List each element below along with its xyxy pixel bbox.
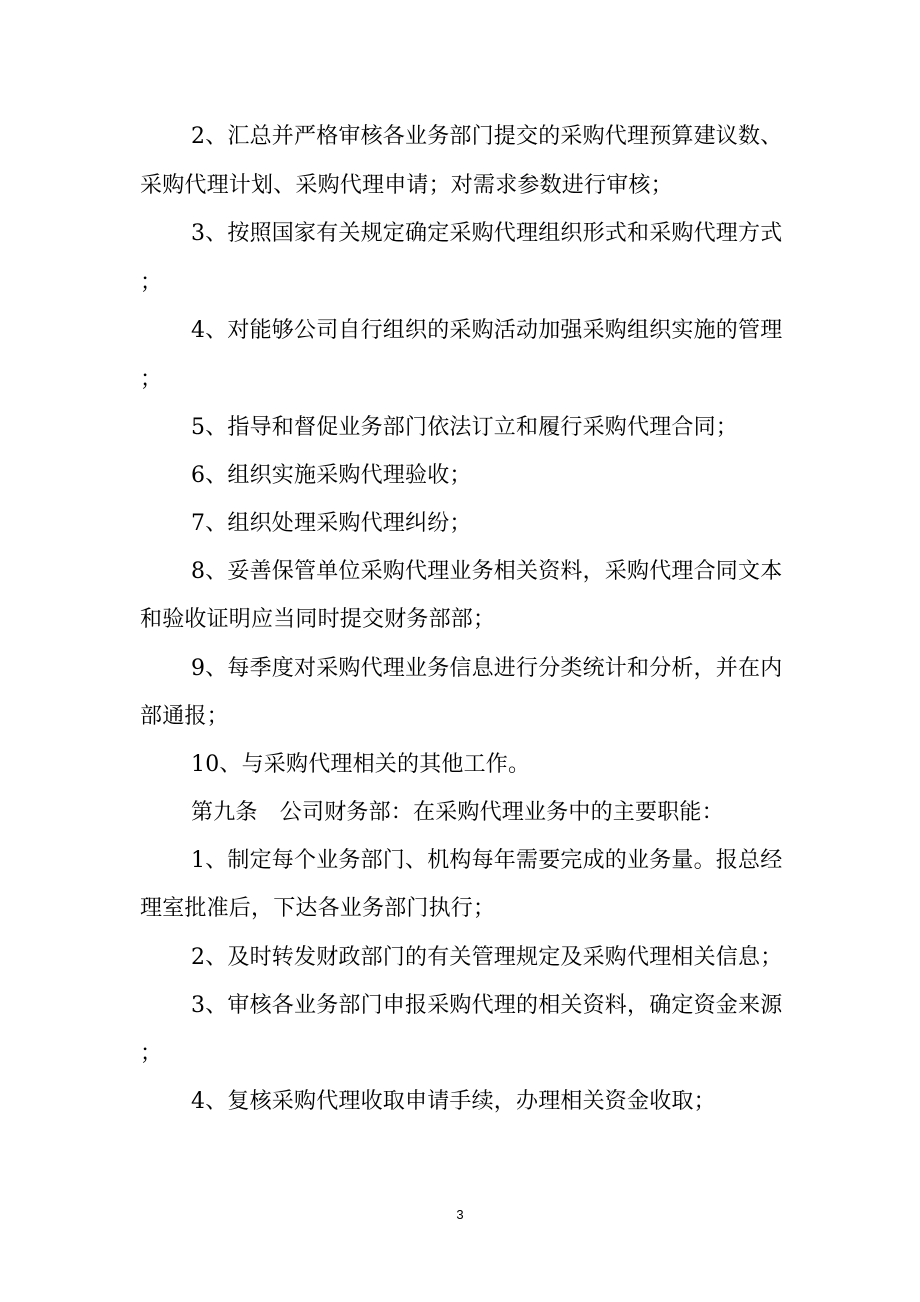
paragraph-line: ； [140, 367, 163, 392]
paragraph-line: 8、妥善保管单位采购代理业务相关资料，采购代理合同文本 [191, 559, 783, 584]
paragraph-line: 采购代理计划、采购代理申请；对需求参数进行审核； [140, 173, 673, 198]
paragraph-line: 9、每季度对采购代理业务信息进行分类统计和分析，并在内 [191, 656, 783, 681]
paragraph-line: 10、与采购代理相关的其他工作。 [191, 752, 531, 777]
paragraph-line: 部通报； [140, 704, 229, 729]
paragraph-line: 理室批准后，下达各业务部门执行； [140, 896, 496, 921]
paragraph-line: 2、汇总并严格审核各业务部门提交的采购代理预算建议数、 [191, 124, 783, 149]
paragraph-line: 和验收证明应当同时提交财务部部； [140, 607, 496, 632]
paragraph-line: 3、审核各业务部门申报采购代理的相关资料，确定资金来源 [191, 993, 783, 1018]
paragraph-line: 2、及时转发财政部门的有关管理规定及采购代理相关信息； [191, 945, 783, 970]
paragraph-line: ； [140, 270, 163, 295]
paragraph-line: ； [140, 1041, 163, 1066]
page-number: 3 [456, 1207, 464, 1222]
paragraph-line: 6、组织实施采购代理验收； [191, 463, 472, 488]
section-heading-line: 第九条 公司财务部：在采购代理业务中的主要职能： [191, 800, 724, 825]
paragraph-line: 4、复核采购代理收取申请手续，办理相关资金收取； [191, 1089, 716, 1114]
paragraph-line: 7、组织处理采购代理纠纷； [191, 511, 472, 536]
paragraph-line: 4、对能够公司自行组织的采购活动加强采购组织实施的管理 [191, 318, 783, 343]
paragraph-line: 1、制定每个业务部门、机构每年需要完成的业务量。报总经 [191, 848, 783, 873]
paragraph-line: 3、按照国家有关规定确定采购代理组织形式和采购代理方式 [191, 221, 783, 246]
paragraph-line: 5、指导和督促业务部门依法订立和履行采购代理合同； [191, 415, 738, 440]
